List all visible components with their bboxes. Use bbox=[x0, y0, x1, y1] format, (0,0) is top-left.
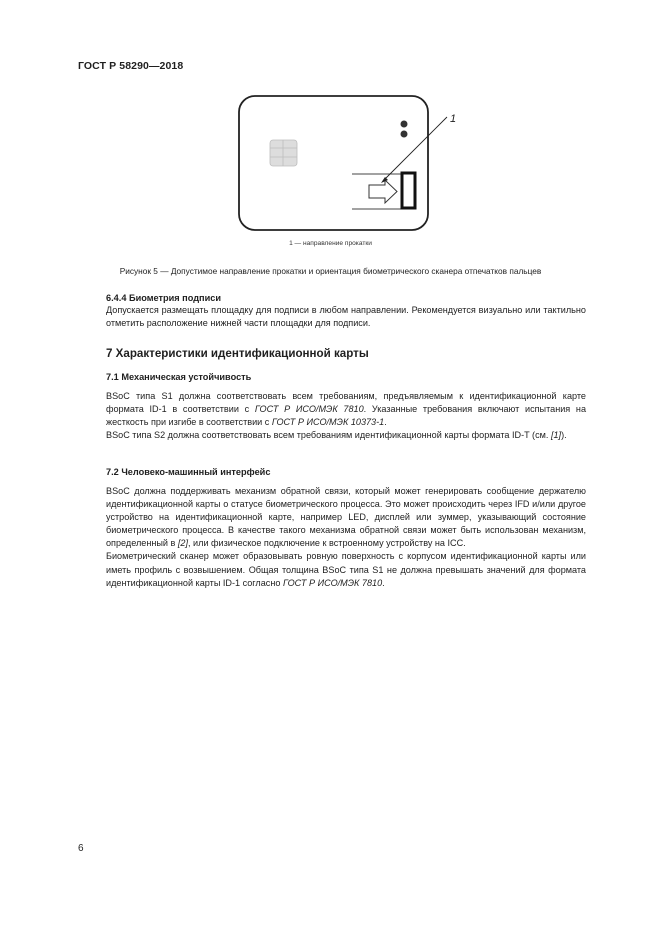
section-7-1-heading: 7.1 Механическая устойчивость bbox=[106, 372, 252, 382]
reference-gost-7810: ГОСТ Р ИСО/МЭК 7810 bbox=[254, 404, 364, 415]
led-indicator-icon bbox=[401, 131, 408, 138]
section-6-4-4-heading: 6.4.4 Биометрия подписи bbox=[106, 293, 222, 303]
chip-contact-icon bbox=[270, 140, 297, 166]
fingerprint-sensor bbox=[402, 173, 415, 208]
chapter-7-heading: 7 Характеристики идентификационной карты bbox=[106, 347, 369, 360]
document-header: ГОСТ Р 58290—2018 bbox=[78, 60, 184, 72]
figure-caption: Рисунок 5 — Допустимое направление прокатки и ориентация биометрического сканера отпечатков пальцев bbox=[119, 266, 542, 276]
section-7-2-heading: 7.2 Человеко-машинный интерфейс bbox=[106, 467, 271, 477]
reference-2: [2] bbox=[177, 538, 188, 549]
id-card-outline bbox=[239, 96, 428, 230]
figure-legend: 1 — направление прокатки bbox=[289, 240, 372, 247]
reference-gost-7810: ГОСТ Р ИСО/МЭК 7810 bbox=[282, 577, 383, 588]
callout-number: 1 bbox=[450, 113, 457, 125]
figure-5-diagram bbox=[0, 0, 661, 260]
reference-1: [1] bbox=[550, 430, 562, 441]
reference-gost-10373-1: ГОСТ Р ИСО/МЭК 10373-1 bbox=[271, 417, 385, 428]
section-7-1-text: BSoC типа S1 должна соответствовать всем требованиям, предъявляемым к идентификационной карте формата ID-1 в соответствии с ГОСТ Р ИСО/МЭК 7810. Указанные требования включают испытания на жесткость при изгибе в соответствии с ГОСТ Р ИСО/МЭК 10373-1. BSoC типа S2 должна соответствовать всем требованиям идентификационной карты формата ID-T (см. [1]). bbox=[106, 391, 587, 441]
section-7-2-text: BSoC должна поддерживать механизм обратной связи, который может генерировать сообщение держателю идентификационной карты о статусе биометрического процесса. Это может происходить через IFD и/или другое устройство на идентификационной карте, например LED, дисплей или зуммер, указывающий состояние биометрического процесса. В качестве такого механизма обратной связи может быть использован механизм, определенный в [2], или физическое подключение к встроенному устройству на ICC. Биометрический сканер может образовывать ровную поверхность с корпусом идентификационной карты или иметь профиль с возвышением. Общая толщина BSoC типа S1 не должна превышать значений для формата идентификационной карты ID-1 согласно ГОСТ Р ИСО/МЭК 7810. bbox=[106, 486, 586, 588]
led-indicator-icon bbox=[401, 121, 408, 128]
page-number: 6 bbox=[78, 843, 84, 854]
section-6-4-4-text: Допускается размещать площадку для подписи в любом направлении. Рекомендуется визуально или тактильно отметить расположение нижней части площадки для подписи. bbox=[106, 305, 586, 329]
